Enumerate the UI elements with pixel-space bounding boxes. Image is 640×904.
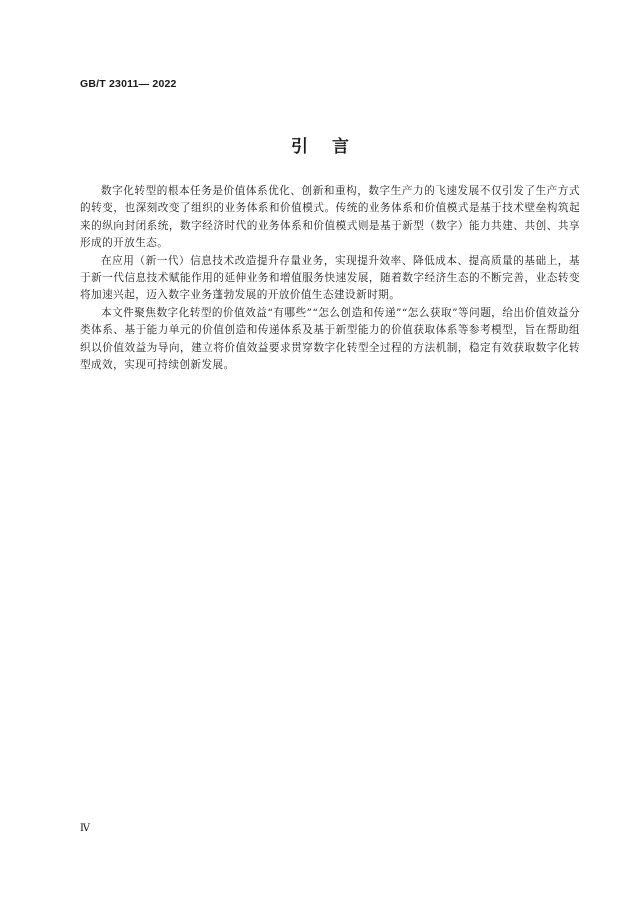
paragraph: 本文件聚焦数字化转型的价值效益“有哪些”“怎么创造和传递”“怎么获取”等问题，给出价值效益分类体系、基于能力单元的价值创造和传递体系及基于新型能力的价值获取体系等参考模型，旨在帮助组织以价值效益为导向，建立将价值效益要求贯穿数字化转型全过程的方法机制，稳定有效获取数字化转型成效，实现可持续创新发展。 [80,306,580,372]
paragraph: 在应用（新一代）信息技术改造提升存量业务，实现提升效率、降低成本、提高质量的基础上，基于新一代信息技术赋能作用的延伸业务和增值服务快速发展，随着数字经济生态的不断完善，业态转变将加速兴起，迈入数字业务蓬勃发展的开放价值生态建设新时期。 [80,254,580,302]
page-number: Ⅳ [80,823,90,834]
introduction-body [80,183,580,374]
standard-code: GB/T 23011— 2022 [80,78,177,90]
title-char-2: 言 [332,137,349,157]
page-title [0,132,640,157]
paragraph: 数字化转型的根本任务是价值体系优化、创新和重构，数字生产力的飞速发展不仅引发了生产方式的转变，也深刻改变了组织的业务体系和价值模式。传统的业务体系和价值模式是基于技术壁垒构筑起来的纵向封闭系统，数字经济时代的业务体系和价值模式则是基于新型（数字）能力共建、共创、共享形成的开放生态。 [80,185,580,250]
title-char-1: 引 [291,137,308,157]
